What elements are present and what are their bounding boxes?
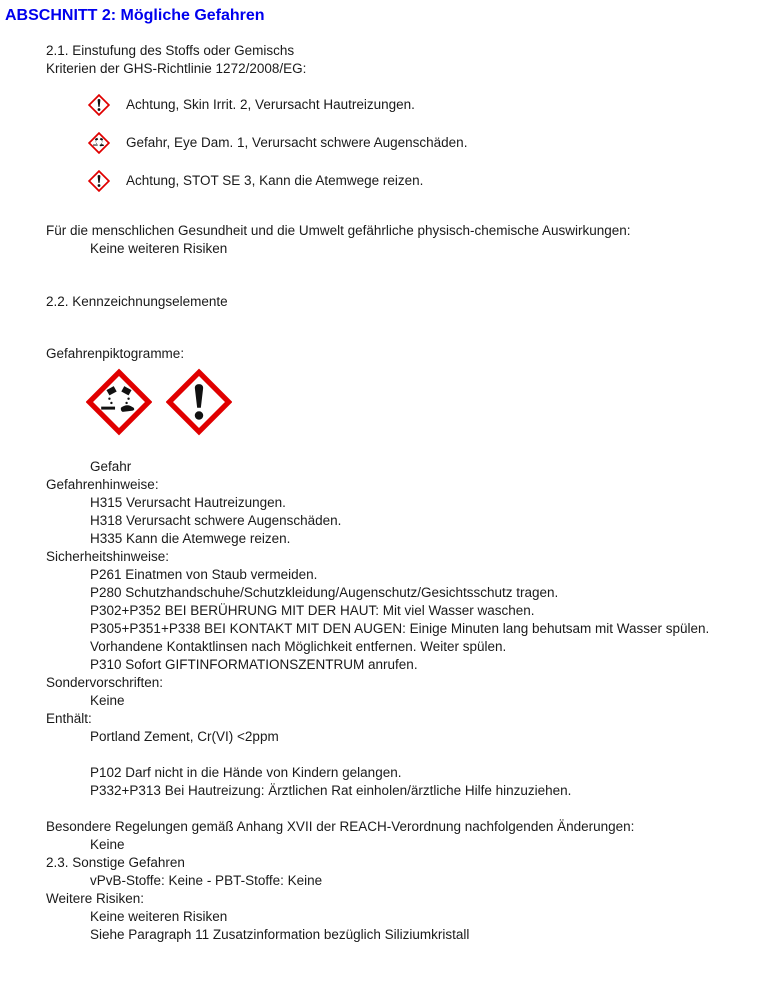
hazard-statement: H335 Kann die Atemwege reizen. bbox=[90, 531, 291, 546]
precaution-statement: P302+P352 BEI BERÜHRUNG MIT DER HAUT: Mit viel Wasser waschen. bbox=[90, 603, 535, 618]
classification-text: Gefahr, Eye Dam. 1, Verursacht schwere Augenschäden. bbox=[126, 135, 468, 150]
hazard-statement: H315 Verursacht Hautreizungen. bbox=[90, 495, 286, 510]
extra-statement: P332+P313 Bei Hautreizung: Ärztlichen Rat einholen/ärztliche Hilfe hinzuziehen. bbox=[90, 783, 572, 798]
ghs07-exclamation-icon bbox=[88, 94, 110, 116]
criteria-line: Kriterien der GHS-Richtlinie 1272/2008/EG: bbox=[46, 61, 307, 76]
physchem-line: Für die menschlichen Gesundheit und die Umwelt gefährliche physisch-chemische Auswirkungen: bbox=[46, 223, 631, 238]
precaution-statement: P310 Sofort GIFTINFORMATIONSZENTRUM anrufen. bbox=[90, 657, 418, 672]
classification-text: Achtung, STOT SE 3, Kann die Atemwege reizen. bbox=[126, 173, 424, 188]
ghs05-corrosion-icon bbox=[86, 366, 152, 438]
classification-row bbox=[88, 86, 761, 124]
other-risk: Keine weiteren Risiken bbox=[90, 909, 228, 924]
hazard-pictograms bbox=[0, 363, 761, 441]
signal-word: Gefahr bbox=[90, 459, 132, 474]
spacer bbox=[0, 800, 761, 818]
other-risks-heading: Weitere Risiken: bbox=[46, 891, 145, 906]
classification-text: Achtung, Skin Irrit. 2, Verursacht Hautreizungen. bbox=[126, 97, 415, 112]
heading-2-1: 2.1. Einstufung des Stoffs oder Gemischs bbox=[46, 43, 295, 58]
precaution-statement: P261 Einatmen von Staub vermeiden. bbox=[90, 567, 318, 582]
hazard-heading: Gefahrenhinweise: bbox=[46, 477, 159, 492]
reach-line: Besondere Regelungen gemäß Anhang XVII der REACH-Verordnung nachfolgenden Änderungen: bbox=[46, 819, 635, 834]
pbt-line: vPvB-Stoffe: Keine - PBT-Stoffe: Keine bbox=[90, 873, 323, 888]
heading-2-3: 2.3. Sonstige Gefahren bbox=[46, 855, 185, 870]
ghs07-exclamation-icon bbox=[166, 366, 232, 438]
spacer bbox=[0, 746, 761, 764]
other-risk: Siehe Paragraph 11 Zusatzinformation bezüglich Siliziumkristall bbox=[90, 927, 470, 942]
section-title: ABSCHNITT 2: Mögliche Gefahren bbox=[5, 7, 265, 24]
classification-row bbox=[88, 124, 761, 162]
pictograms-label: Gefahrenpiktogramme: bbox=[46, 346, 185, 361]
special-provisions-value: Keine bbox=[90, 693, 125, 708]
ghs07-exclamation-icon bbox=[88, 170, 110, 192]
precaution-statement: P305+P351+P338 BEI KONTAKT MIT DEN AUGEN: Einige Minuten lang behutsam mit Wasser spülen. Vorhandene Kontaktlinsen nach Möglichkeit entfernen. Weiter spülen. bbox=[90, 621, 710, 654]
precaution-heading: Sicherheitshinweise: bbox=[46, 549, 170, 564]
precaution-statement: P280 Schutzhandschuhe/Schutzkleidung/Augenschutz/Gesichtsschutz tragen. bbox=[90, 585, 559, 600]
extra-statement: P102 Darf nicht in die Hände von Kindern gelangen. bbox=[90, 765, 402, 780]
physchem-value: Keine weiteren Risiken bbox=[90, 241, 228, 256]
hazard-statement: H318 Verursacht schwere Augenschäden. bbox=[90, 513, 342, 528]
special-provisions-heading: Sondervorschriften: bbox=[46, 675, 164, 690]
contains-heading: Enthält: bbox=[46, 711, 92, 726]
heading-2-2: 2.2. Kennzeichnungselemente bbox=[46, 294, 228, 309]
contains-value: Portland Zement, Cr(VI) <2ppm bbox=[90, 729, 279, 744]
reach-value: Keine bbox=[90, 837, 125, 852]
classification-row bbox=[88, 162, 761, 200]
ghs05-corrosion-icon bbox=[88, 132, 110, 154]
